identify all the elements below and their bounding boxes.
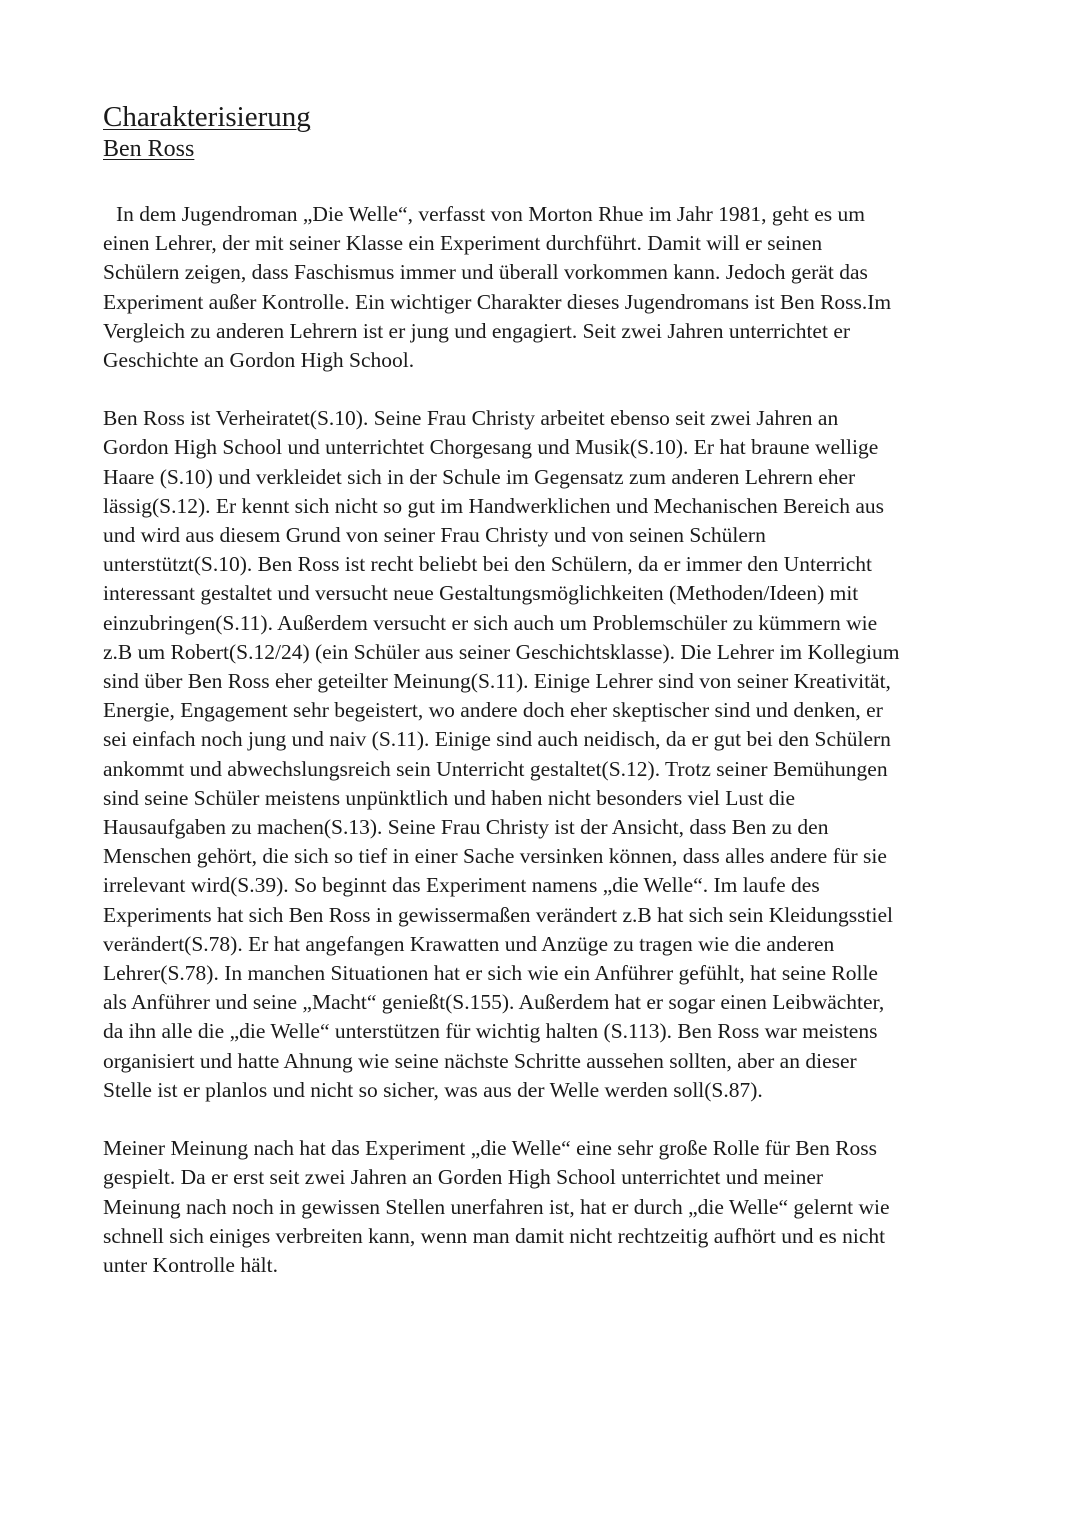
text-line: sei einfach noch jung und naiv (S.11). Einige sind auch neidisch, da er gut bei den Schülern (103, 727, 891, 752)
text-line: Ben Ross ist Verheiratet(S.10). Seine Frau Christy arbeitet ebenso seit zwei Jahren an (103, 406, 839, 431)
text-line: sind über Ben Ross eher geteilter Meinung(S.11). Einige Lehrer sind von seiner Kreativität, (103, 669, 891, 694)
text-line: Lehrer(S.78). In manchen Situationen hat er sich wie ein Anführer gefühlt, hat seine Rolle (103, 961, 878, 986)
text-line: ankommt und abwechslungsreich sein Unterricht gestaltet(S.12). Trotz seiner Bemühungen (103, 756, 888, 781)
text-line: Stelle ist er planlos und nicht so sicher, was aus der Welle werden soll(S.87). (103, 1077, 763, 1102)
document-subtitle: Ben Ross (103, 136, 195, 162)
text-line: Hausaufgaben zu machen(S.13). Seine Frau Christy ist der Ansicht, dass Ben zu den (103, 815, 829, 840)
text-line: interessant gestaltet und versucht neue Gestaltungsmöglichkeiten (Methoden/Ideen) mit (103, 581, 859, 606)
text-line: als Anführer und seine „Macht“ genießt(S.155). Außerdem hat er sogar einen Leibwächter, (103, 990, 885, 1015)
document-title: Charakterisierung (103, 101, 311, 133)
text-line: sind seine Schüler meistens unpünktlich und haben nicht besonders viel Lust die (103, 785, 796, 810)
text-line: Menschen gehört, die sich so tief in einer Sache versinken können, dass alles andere für sie (103, 844, 887, 869)
text-line: Energie, Engagement sehr begeistert, wo andere doch eher skeptischer sind und denken, er (103, 698, 883, 723)
text-line: organisiert und hatte Ahnung wie seine nächste Schritte aussehen sollten, aber an dieser (103, 1048, 857, 1073)
text-line: lässig(S.12). Er kennt sich nicht so gut im Handwerklichen und Mechanischen Bereich aus (103, 493, 884, 518)
text-line: z.B um Robert(S.12/24) (ein Schüler aus seiner Geschichtsklasse). Die Lehrer im Kollegium (103, 639, 900, 664)
text-line: Vergleich zu anderen Lehrern ist er jung und engagiert. Seit zwei Jahren unterrichtet er (103, 318, 851, 343)
text-line: Meinung nach noch in gewissen Stellen unerfahren ist, hat er durch „die Welle“ gelernt wie (103, 1194, 890, 1219)
text-line: unter Kontrolle hält. (103, 1252, 278, 1277)
paragraph-conclusion (103, 1134, 983, 1280)
text-line: Experiments hat sich Ben Ross in gewissermaßen verändert z.B hat sich sein Kleidungsstiel (103, 902, 893, 927)
text-line: verändert(S.78). Er hat angefangen Krawatten und Anzüge zu tragen wie die anderen (103, 931, 835, 956)
text-line: da ihn alle die „die Welle“ unterstützen für wichtig halten (S.113). Ben Ross war meistens (103, 1019, 878, 1044)
text-line: Meiner Meinung nach hat das Experiment „die Welle“ eine sehr große Rolle für Ben Ross (103, 1136, 878, 1161)
text-line: einzubringen(S.11). Außerdem versucht er sich auch um Problemschüler zu kümmern wie (103, 610, 878, 635)
text-line: Schülern zeigen, dass Faschismus immer und überall vorkommen kann. Jedoch gerät das (103, 260, 868, 285)
text-line: In dem Jugendroman „Die Welle“, verfasst von Morton Rhue im Jahr 1981, geht es um (116, 202, 866, 226)
text-line: schnell sich einiges verbreiten kann, wenn man damit nicht rechtzeitig aufhört und es nicht (103, 1223, 886, 1248)
paragraph-introduction (103, 200, 983, 375)
text-line: einen Lehrer, der mit seiner Klasse ein Experiment durchführt. Damit will er seinen (103, 231, 823, 256)
paragraph-main (103, 404, 983, 1105)
text-line: Haare (S.10) und verkleidet sich in der Schule im Gegensatz zum anderen Lehrern eher (103, 464, 856, 489)
text-line: und wird aus diesem Grund von seiner Frau Christy und von seinen Schülern (103, 523, 766, 548)
document-page (103, 100, 983, 1280)
text-line: Experiment außer Kontrolle. Ein wichtiger Charakter dieses Jugendromans ist Ben Ross.Im (103, 289, 892, 314)
text-line: irrelevant wird(S.39). So beginnt das Experiment namens „die Welle“. Im laufe des (103, 873, 820, 898)
text-line: Geschichte an Gordon High School. (103, 348, 415, 373)
text-line: gespielt. Da er erst seit zwei Jahren an Gorden High School unterrichtet und meiner (103, 1165, 824, 1190)
text-line: unterstützt(S.10). Ben Ross ist recht beliebt bei den Schülern, da er immer den Unterricht (103, 552, 873, 577)
text-line: Gordon High School und unterrichtet Chorgesang und Musik(S.10). Er hat braune wellige (103, 435, 879, 460)
